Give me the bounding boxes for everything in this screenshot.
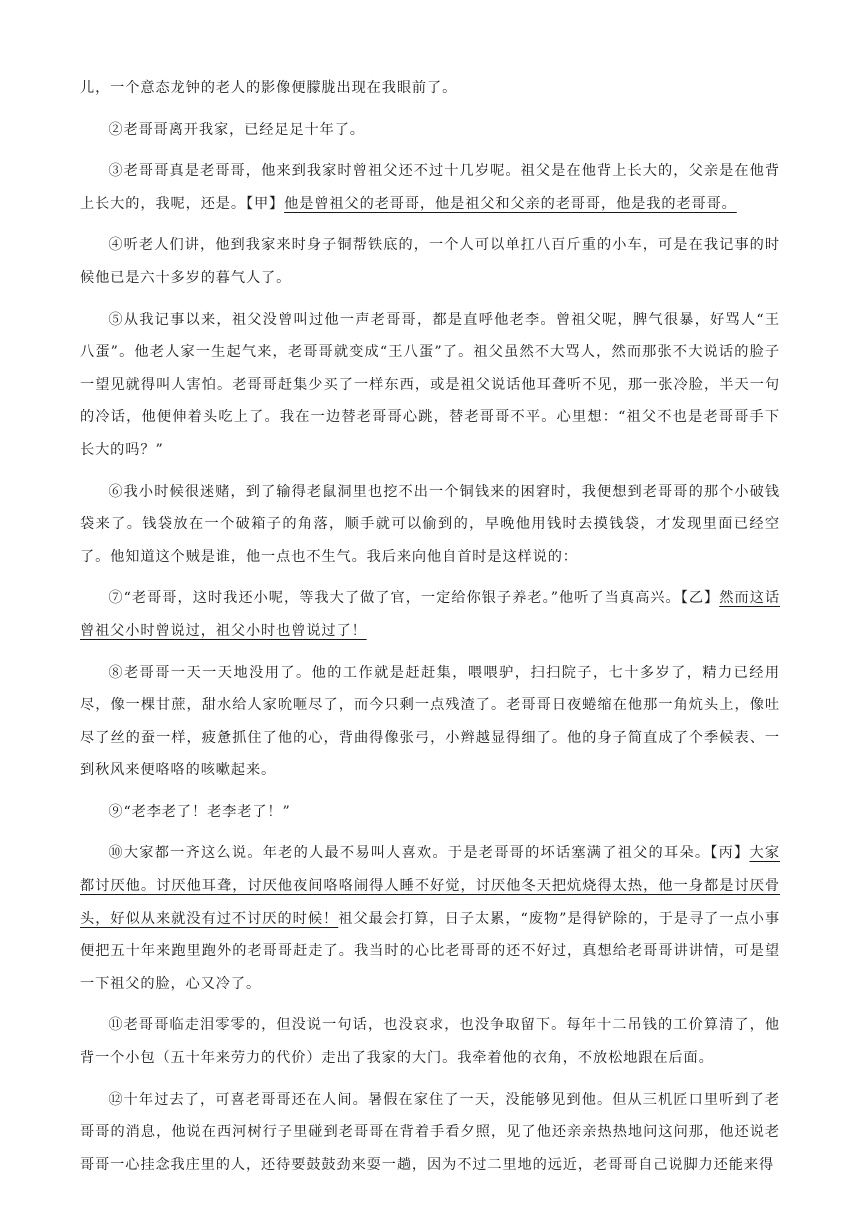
paragraph-text: ③老哥哥真是老哥哥，他来到我家时曾祖父还不过十几岁呢。祖父是在他背上长大的，父亲是在他背上长大的，我呢，还是。【甲】	[80, 163, 780, 212]
paragraph-text: ④听老人们讲，他到我家来时身子铜帮铁底的，一个人可以单扛八百斤重的小车，可是在我记事的时候他已是六十多岁的暮气人了。	[80, 237, 780, 286]
paragraph-text: ⑧老哥哥一天一天地没用了。他的工作就是赶赶集，喂喂驴，扫扫院子，七十多岁了，精力已经用尽，像一棵甘蔗，甜水给人家吮咂尽了，而今只剩一点残渣了。老哥哥日夜蜷缩在他那一角炕头上，像吐尽了丝的蚕一样，疲惫抓住了他的心，背曲得像张弓，小辫越显得细了。他的身子简直成了个季候表、一到秋风来便咯咯的咳嗽起来。	[80, 664, 780, 779]
paragraph-text: ⑩大家都一齐这么说。年老的人最不易叫人喜欢。于是老哥哥的坏话塞满了祖父的耳朵。【丙】	[108, 845, 750, 862]
paragraph-text: ⑤从我记事以来，祖父没曾叫过他一声老哥哥，都是直呼他老李。曾祖父呢，脾气很暴，好骂人“王八蛋”。他老人家一生起气来，老哥哥就变成“王八蛋”了。祖父虽然不大骂人，然而那张不大说话的脸子一望见就得叫人害怕。老哥哥赶集少买了一样东西，或是祖父说话他耳聋听不见，那一张冷脸，半天一句的冷话，他便伸着头吃上了。我在一边替老哥哥心跳，替老哥哥不平。心里想：“祖父不也是老哥哥手下长大的吗？”	[80, 311, 780, 458]
paragraph	[80, 1009, 780, 1074]
paragraph	[80, 582, 780, 647]
paragraph-text: 祖父最会打算，日子太累，“废物”是得铲除的，于是寻了一点小事便把五十年来跑里跑外的老哥哥赶走了。我当时的心比老哥哥的还不好过，真想给老哥哥讲讲情，可是望一下祖父的脸，心又冷了。	[80, 910, 780, 992]
paragraph-text: ⑨“老李老了！老李老了！”	[108, 803, 291, 820]
underlined-text: 他是曾祖父的老哥哥，他是祖父和父亲的老哥哥，他是我的老哥哥。	[284, 195, 737, 212]
paragraph	[80, 229, 780, 294]
paragraph	[80, 476, 780, 574]
paragraph	[80, 1084, 780, 1182]
paragraph	[80, 114, 780, 147]
paragraph	[80, 837, 780, 1000]
paragraph-text: ⑫十年过去了，可喜老哥哥还在人间。暑假在家住了一天，没能够见到他。但从三机匠口里听到了老哥哥的消息，他说在西河树行子里碰到老哥哥在背着手看夕照，见了他还亲亲热热地问这问那，他还说老哥哥一心挂念我庄里的人，还待要鼓鼓劲来耍一趟，因为不过二里地的远近，老哥哥自己说脚力还能来得	[80, 1091, 780, 1173]
underlined-text: 大家都讨厌他。讨厌他耳聋，讨厌他夜间咯咯闹得人睡不好觉，讨厌他冬天把炕烧得太热，他一身都是讨厌骨头，好似从来就没有过不讨厌的时候！	[80, 845, 780, 927]
paragraph-text: 儿，一个意态龙钟的老人的影像便朦胧出现在我眼前了。	[80, 80, 458, 96]
paragraph	[80, 304, 780, 467]
paragraph	[80, 796, 780, 829]
paragraph	[80, 657, 780, 787]
paragraph	[80, 155, 780, 220]
underlined-text: 然而这话曾祖父小时曾说过，祖父小时也曾说过了！	[80, 590, 780, 639]
paragraph-text: ⑦“老哥哥，这时我还小呢，等我大了做了官，一定给你银子养老。”他听了当真高兴。【乙】	[108, 590, 720, 607]
paragraph-text: ⑥我小时候很迷赌，到了输得老鼠洞里也挖不出一个铜钱来的困窘时，我便想到老哥哥的那个小破钱袋来了。钱袋放在一个破箱子的角落，顺手就可以偷到的，早晚他用钱时去摸钱袋，才发现里面已经空了。他知道这个贼是谁，他一点也不生气。我后来向他自首时是这样说的：	[80, 483, 780, 565]
paragraph	[80, 72, 780, 105]
paragraph-text: ⑪老哥哥临走泪零零的，但没说一句话，也没哀求，也没争取留下。每年十二吊钱的工价算清了，他背一个小包（五十年来劳力的代价）走出了我家的大门。我牵着他的衣角，不放松地跟在后面。	[80, 1017, 780, 1067]
paragraph-text: ②老哥哥离开我家，已经足足十年了。	[108, 121, 365, 138]
